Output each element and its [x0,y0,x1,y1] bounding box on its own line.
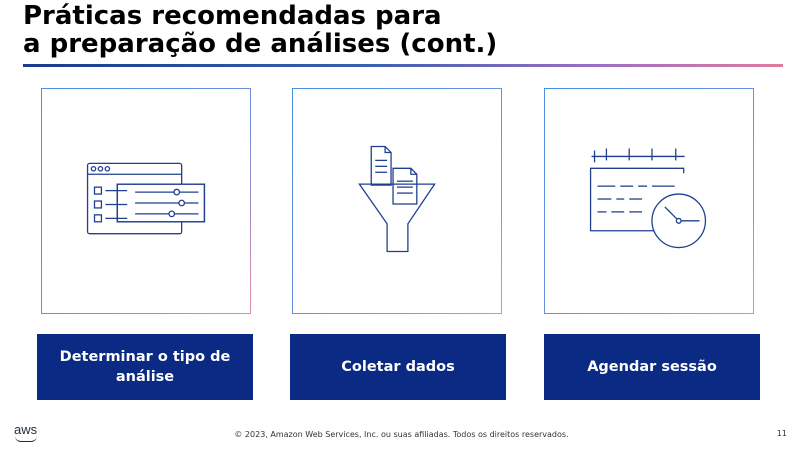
slide-title-line-1: Práticas recomendadas para [23,1,442,31]
slide-title-line-2: a preparação de análises (cont.) [23,29,498,59]
documents-funnel-icon [293,89,501,313]
label-determine-analysis-type: Determinar o tipo de análise [37,334,253,400]
title-divider [23,64,783,67]
copyright-notice: © 2023, Amazon Web Services, Inc. ou suas afiliadas. Todos os direitos reservados. [234,430,569,439]
label-schedule-session: Agendar sessão [544,334,760,400]
calendar-clock-icon [545,89,753,313]
label-collect-data: Coletar dados [290,334,506,400]
analysis-settings-window-icon [42,89,250,313]
page-number: 11 [776,429,787,438]
card-collect-data [292,88,502,314]
slide-title [23,2,497,58]
card-analysis-type [41,88,251,314]
card-schedule-session [544,88,754,314]
aws-logo: aws [14,422,37,437]
